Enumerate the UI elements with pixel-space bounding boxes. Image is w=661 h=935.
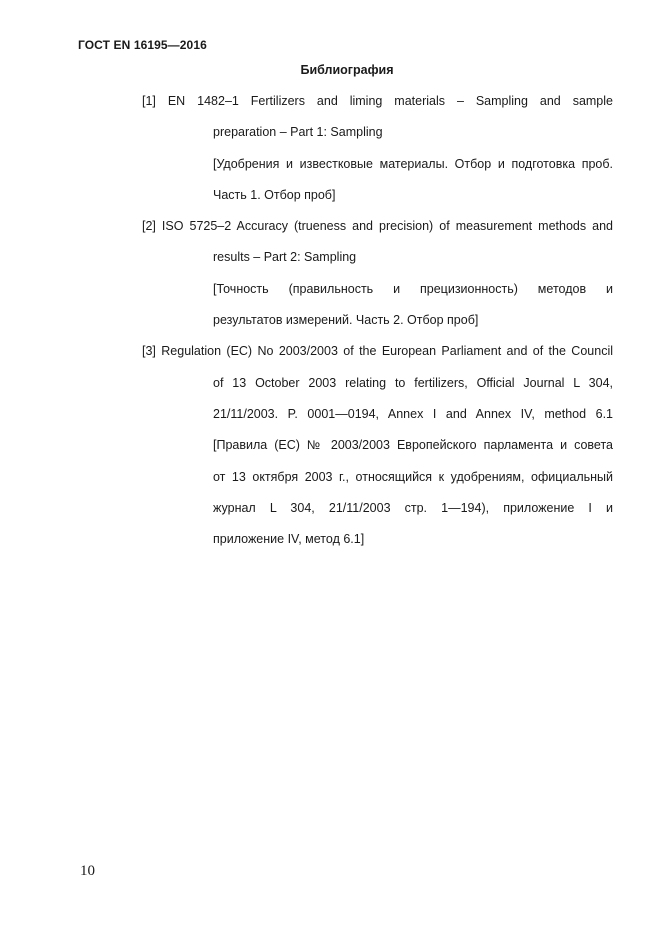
- entry-3-ru-line-1: [Правила (ЕС) № 2003/2003 Европейского парламента и совета: [213, 438, 613, 453]
- entry-3-line-2: of 13 October 2003 relating to fertilizers, Official Journal L 304,: [213, 375, 613, 390]
- entry-1-line-1: [1] EN 1482–1 Fertilizers and liming materials – Sampling and sample: [142, 94, 613, 108]
- entry-2-line-2: results – Part 2: Sampling: [213, 250, 357, 265]
- bibliography-entry-1: [142, 86, 613, 211]
- entry-1-ru-line-1: [Удобрения и известковые материалы. Отбор и подготовка проб.: [213, 156, 613, 171]
- entry-2-line-1: [2] ISO 5725–2 Accuracy (trueness and precision) of measurement methods and: [142, 219, 613, 234]
- entry-3-ru-line-4: приложение IV, метод 6.1]: [213, 532, 365, 547]
- entry-1-line-2: preparation – Part 1: Sampling: [213, 125, 383, 140]
- entry-3-line-3: 21/11/2003. P. 0001—0194, Annex I and Annex IV, method 6.1: [213, 406, 613, 421]
- entry-3-ru-line-2: от 13 октября 2003 г., относящийся к удобрениям, официальный: [213, 469, 613, 484]
- bibliography-heading: Библиография: [300, 63, 394, 77]
- bibliography-entry-3: [142, 336, 613, 555]
- entry-2-ru-line-2: результатов измерений. Часть 2. Отбор проб]: [213, 313, 479, 328]
- entry-2-ru-line-1: [Точность (правильность и прецизионность) методов и: [213, 281, 613, 296]
- standard-code-header: ГОСТ EN 16195—2016: [78, 38, 207, 52]
- entry-3-ru-line-3: журнал L 304, 21/11/2003 стр. 1—194), приложение I и: [213, 500, 613, 515]
- bibliography-entry-2: [142, 211, 613, 336]
- page-number: 10: [80, 863, 95, 879]
- entry-1-ru-line-2: Часть 1. Отбор проб]: [213, 187, 336, 202]
- entry-3-line-1: [3] Regulation (EC) No 2003/2003 of the European Parliament and of the Council: [142, 344, 613, 359]
- bibliography-list: [142, 86, 613, 555]
